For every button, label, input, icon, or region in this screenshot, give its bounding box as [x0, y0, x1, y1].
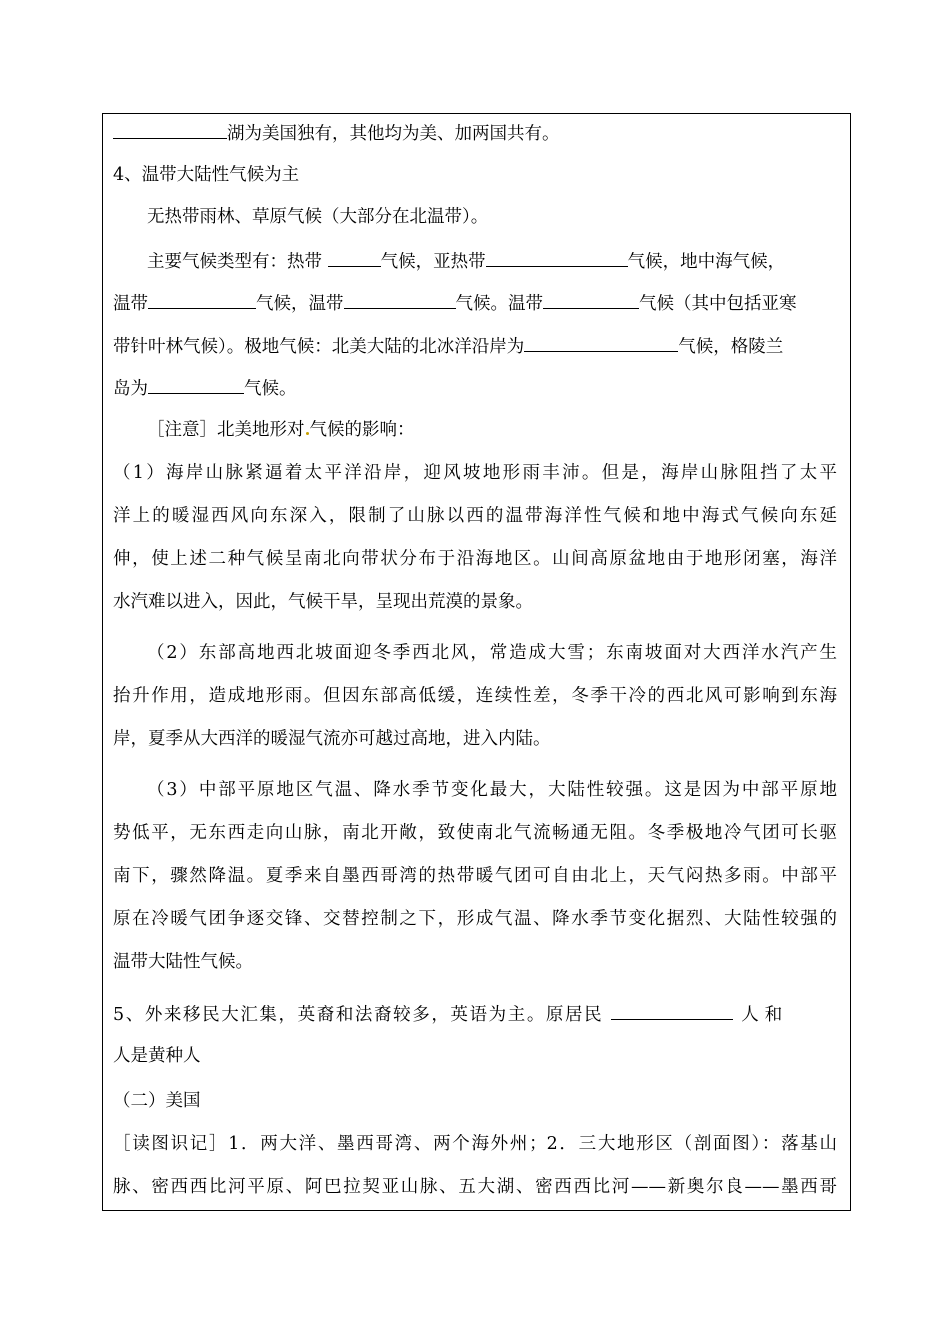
fill-blank[interactable] — [344, 291, 456, 309]
para1-line1: （1）海岸山脉紧逼着太平洋沿岸，迎风坡地形雨丰沛。但是，海岸山脉阻挡了太平 — [113, 463, 837, 483]
fill-blank[interactable] — [611, 1002, 733, 1020]
line-polar: 带针叶林气候）。极地气候：北美大陆的北冰洋沿岸为 气候，格陵兰 — [113, 334, 783, 358]
note-heading: ［注意］北美地形对 气候的影响： — [147, 420, 415, 440]
fill-blank[interactable] — [543, 291, 639, 309]
read-map-line2: 脉、密西西比河平原、阿巴拉契亚山脉、五大湖、密西西比河——新奥尔良——墨西哥 — [113, 1177, 837, 1197]
fill-blank[interactable] — [113, 121, 227, 139]
para1-line2: 洋上的暖湿西风向东深入，限制了山脉以西的温带海洋性气候和地中海式气候向东延 — [113, 506, 837, 526]
para2-line2: 抬升作用，造成地形雨。但因东部高低缓，连续性差，冬季干冷的西北风可影响到东海 — [113, 686, 837, 706]
marker-dot — [306, 432, 309, 435]
line-immigration: 5、外来移民大汇集，英裔和法裔较多，英语为主。原居民 人和 — [113, 1002, 837, 1026]
line-lakes: 湖为美国独有，其他均为美、加两国共有。 — [113, 121, 560, 145]
read-map-line1: ［读图识记］1．两大洋、墨西哥湾、两个海外州；2．三大地形区（剖面图）：落基山 — [113, 1134, 837, 1154]
fill-blank[interactable] — [148, 376, 244, 394]
para1-line4: 水汽难以进入，因此，气候干旱，呈现出荒漠的景象。 — [113, 592, 533, 612]
line-climate-types: 主要气候类型有：热带 气候，亚热带 气候，地中海气候， — [147, 249, 785, 273]
para3-line2: 势低平，无东西走向山脉，南北开敞，致使南北气流畅通无阻。冬季极地冷气团可长驱 — [113, 823, 837, 843]
fill-blank[interactable] — [328, 249, 381, 267]
line-greenland: 岛为 气候。 — [113, 376, 297, 400]
para3-line3: 南下，骤然降温。夏季来自墨西哥湾的热带暖气团可自由北上，天气闷热多雨。中部平 — [113, 866, 837, 886]
line-no-tropical: 无热带雨林、草原气候（大部分在北温带）。 — [147, 207, 489, 227]
para3-line5: 温带大陆性气候。 — [113, 952, 253, 972]
fill-blank[interactable] — [486, 249, 628, 267]
heading-item-4: 4、温带大陆性气候为主 — [113, 165, 300, 185]
para2-line3: 岸，夏季从大西洋的暖湿气流亦可越过高地，进入内陆。 — [113, 729, 551, 749]
fill-blank[interactable] — [148, 291, 256, 309]
fill-blank[interactable] — [524, 334, 678, 352]
para3-line1: （3）中部平原地区气温、降水季节变化最大，大陆性较强。这是因为中部平原地 — [147, 780, 837, 800]
para1-line3: 伸，使上述二种气候呈南北向带状分布于沿海地区。山间高原盆地由于地形闭塞，海洋 — [113, 549, 837, 569]
line-yellow-race: 人是黄种人 — [113, 1046, 201, 1066]
section-usa-heading: （二）美国 — [113, 1091, 201, 1111]
para3-line4: 原在冷暖气团争逐交锋、交替控制之下，形成气温、降水季节变化据烈、大陆性较强的 — [113, 909, 837, 929]
line-temperate: 温带 气候，温带 气候。温带 气候（其中包括亚寒 — [113, 291, 797, 315]
para2-line1: （2）东部高地西北坡面迎冬季西北风，常造成大雪；东南坡面对大西洋水汽产生 — [147, 643, 837, 663]
